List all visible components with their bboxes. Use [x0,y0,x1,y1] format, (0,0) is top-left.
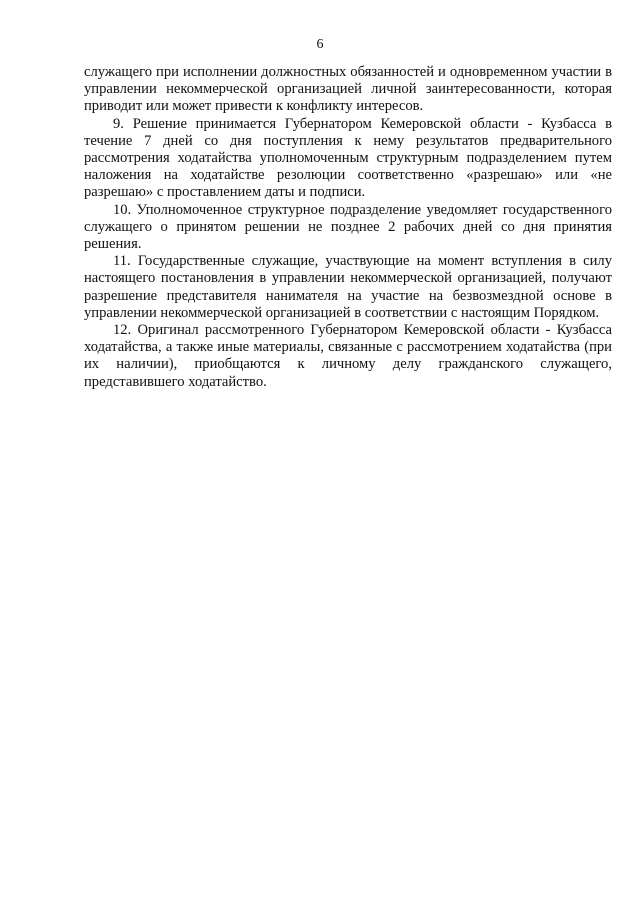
paragraph-continuation: служащего при исполнении должностных обязанностей и одновременном участии в управлении некоммерческой организацией личной заинтересованности, которая приводит или может привести к конфликту интересов. [84,64,612,115]
paragraph-9: 9. Решение принимается Губернатором Кемеровской области - Кузбасса в течение 7 дней со дня поступления к нему результатов предварительного рассмотрения ходатайства уполномоченным структурным подразделением путем наложения на ходатайстве резолюции соответственно «разрешаю» или «не разрешаю» с проставлением даты и подписи. [84,115,612,201]
paragraph-10: 10. Уполномоченное структурное подразделение уведомляет государственного служащего о принятом решении не позднее 2 рабочих дней со дня принятия решения. [84,201,612,253]
paragraph-11: 11. Государственные служащие, участвующие на момент вступления в силу настоящего постановления в управлении некоммерческой организацией, получают разрешение представителя нанимателя на участие на безвозмездной основе в управлении некоммерческой организацией в соответствии с настоящим Порядком. [84,253,612,321]
paragraph-12: 12. Оригинал рассмотренного Губернатором Кемеровской области - Кузбасса ходатайства, а также иные материалы, связанные с рассмотрением ходатайства (при их наличии), приобщаются к личному делу гражданского служащего, представившего ходатайство. [84,322,612,390]
document-body [84,64,612,391]
page-number: 6 [316,37,324,52]
